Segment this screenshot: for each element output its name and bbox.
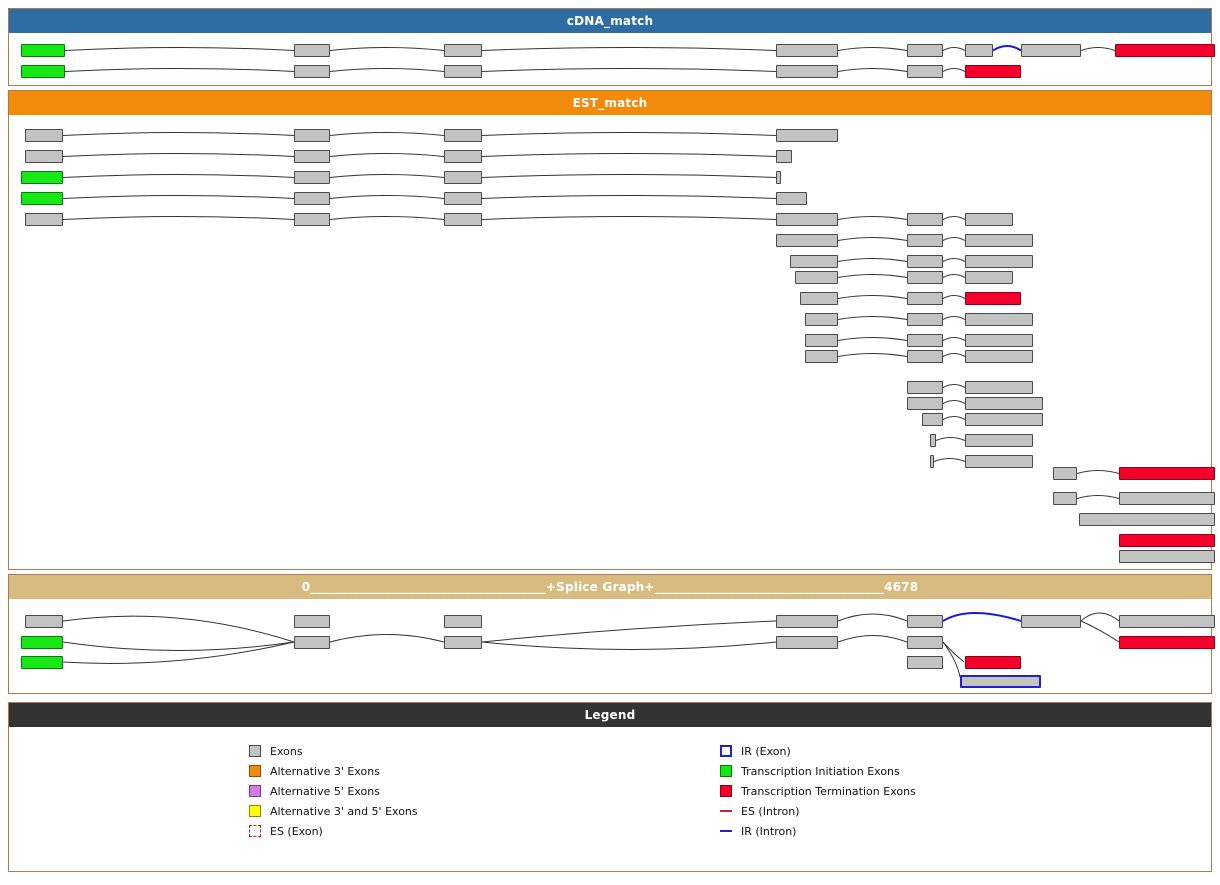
- legend-item-termination: [720, 781, 1211, 801]
- legend-label: IR (Exon): [741, 744, 791, 758]
- exon[interactable]: [776, 234, 838, 247]
- intron-line: [1081, 48, 1115, 51]
- legend-item-initiation: [720, 761, 1211, 781]
- exon[interactable]: [776, 615, 838, 628]
- intron-line: [482, 133, 776, 136]
- exon[interactable]: [965, 255, 1033, 268]
- exon[interactable]: [1079, 513, 1215, 526]
- exon[interactable]: [444, 192, 482, 205]
- est-match-header: EST_match: [9, 91, 1211, 115]
- exon[interactable]: [1053, 467, 1077, 480]
- intron-line: [943, 338, 965, 341]
- exon[interactable]: [444, 129, 482, 142]
- legend-header: Legend: [9, 703, 1211, 727]
- exon[interactable]: [776, 213, 838, 226]
- alt35-swatch-icon: [249, 805, 261, 817]
- intron-line: [482, 642, 776, 650]
- exon[interactable]: [907, 313, 943, 326]
- intron-line: [63, 217, 294, 220]
- est-match-panel: [8, 90, 1212, 570]
- legend-item-ir-exon: [720, 741, 1211, 761]
- intron-line: [482, 175, 776, 178]
- splice-track: [9, 599, 1211, 693]
- intron-line: [943, 401, 965, 404]
- intron-line: [330, 635, 444, 643]
- intron-line: [943, 417, 965, 420]
- intron-line: [936, 438, 965, 441]
- exon[interactable]: [907, 381, 943, 394]
- intron-line: [482, 217, 776, 220]
- exon[interactable]: [907, 271, 943, 284]
- exon[interactable]: [965, 44, 993, 57]
- intron-line: [63, 616, 294, 642]
- legend-panel: [8, 702, 1212, 872]
- intron-line: [943, 48, 965, 51]
- exon[interactable]: [294, 636, 330, 649]
- intron-line: [482, 48, 776, 51]
- exon[interactable]: [930, 455, 934, 468]
- alt3-swatch-icon: [249, 765, 261, 777]
- exon[interactable]: [294, 615, 330, 628]
- exon[interactable]: [776, 65, 838, 78]
- exon[interactable]: [294, 171, 330, 184]
- exon[interactable]: [25, 129, 63, 142]
- exon[interactable]: [805, 350, 838, 363]
- intron-line: [63, 642, 294, 663]
- intron-line: [1077, 496, 1119, 499]
- intron-line: [63, 133, 294, 136]
- exon[interactable]: [965, 271, 1013, 284]
- exon[interactable]: [25, 150, 63, 163]
- intron-line: [943, 642, 960, 677]
- exon[interactable]: [907, 213, 943, 226]
- exon[interactable]: [800, 292, 838, 305]
- exon[interactable]: [907, 65, 943, 78]
- legend-label: Alternative 5' Exons: [270, 784, 380, 798]
- exon[interactable]: [776, 636, 838, 649]
- legend-label: ES (Intron): [741, 804, 800, 818]
- exon[interactable]: [1021, 44, 1081, 57]
- intron-line: [1081, 621, 1119, 642]
- exon[interactable]: [444, 150, 482, 163]
- ir-intron-swatch-icon: [720, 825, 732, 837]
- exon[interactable]: [907, 350, 943, 363]
- legend-item-alt3: [249, 761, 610, 781]
- intron-line: [838, 217, 907, 220]
- termination-exon[interactable]: [1115, 44, 1215, 57]
- intron-line: [838, 636, 907, 643]
- exon[interactable]: [907, 656, 943, 669]
- legend-column-right: [610, 741, 1211, 841]
- exon[interactable]: [805, 313, 838, 326]
- exon[interactable]: [776, 171, 781, 184]
- exon[interactable]: [907, 615, 943, 628]
- alt5-swatch-icon: [249, 785, 261, 797]
- exon[interactable]: [444, 636, 482, 649]
- splice-graph-scale: 0______________________________________+Splice Graph+_____________________________________4678: [301, 580, 919, 594]
- exon[interactable]: [444, 615, 482, 628]
- legend-item-exons: [249, 741, 610, 761]
- intron-line: [943, 238, 965, 241]
- intron-line: [482, 196, 776, 199]
- legend-label: ES (Exon): [270, 824, 323, 838]
- intron-line: [838, 238, 907, 241]
- exon[interactable]: [907, 636, 943, 649]
- intron-line: [838, 354, 907, 357]
- exon[interactable]: [776, 192, 807, 205]
- intron-line: [943, 217, 965, 220]
- legend-item-alt35: [249, 801, 610, 821]
- ir-exon-swatch-icon: [720, 745, 732, 757]
- intron-line: [482, 154, 776, 157]
- exon[interactable]: [907, 397, 943, 410]
- exon[interactable]: [907, 234, 943, 247]
- intron-line: [838, 69, 907, 72]
- intron-line: [838, 296, 907, 299]
- legend-item-es-exon: [249, 821, 610, 841]
- intron-line: [993, 46, 1021, 51]
- intron-line: [1077, 471, 1119, 474]
- splice-graph-header: [9, 575, 1211, 599]
- termination-exon[interactable]: [965, 65, 1021, 78]
- exon[interactable]: [1053, 492, 1077, 505]
- intron-line: [943, 275, 965, 278]
- initiation-exon[interactable]: [21, 192, 63, 205]
- intron-line: [838, 259, 907, 262]
- initiation-exon[interactable]: [21, 44, 65, 57]
- intron-line: [943, 354, 965, 357]
- exon[interactable]: [805, 334, 838, 347]
- exon[interactable]: [965, 313, 1033, 326]
- legend-column-left: [9, 741, 610, 841]
- exon[interactable]: [776, 44, 838, 57]
- intron-line: [330, 48, 444, 51]
- intron-line: [330, 196, 444, 199]
- termination-swatch-icon: [720, 785, 732, 797]
- intron-line: [943, 69, 965, 72]
- intron-line: [943, 613, 1021, 621]
- intron-line: [943, 259, 965, 262]
- initiation-exon[interactable]: [21, 65, 65, 78]
- exon[interactable]: [965, 434, 1033, 447]
- termination-exon[interactable]: [965, 292, 1021, 305]
- initiation-exon[interactable]: [21, 656, 63, 669]
- exon[interactable]: [444, 171, 482, 184]
- exon[interactable]: [907, 44, 943, 57]
- exon[interactable]: [25, 615, 63, 628]
- intron-line: [838, 275, 907, 278]
- cdna-match-header: cDNA_match: [9, 9, 1211, 33]
- legend-label: IR (Intron): [741, 824, 797, 838]
- intron-line: [65, 69, 294, 72]
- intron-line: [330, 133, 444, 136]
- exon[interactable]: [444, 65, 482, 78]
- exon[interactable]: [1119, 550, 1215, 563]
- intron-line: [482, 69, 776, 72]
- splice-graph-panel: [8, 574, 1212, 694]
- intron-line: [330, 217, 444, 220]
- intron-line: [330, 154, 444, 157]
- intron-line: [63, 196, 294, 199]
- intron-line: [330, 69, 444, 72]
- exon[interactable]: [795, 271, 838, 284]
- termination-exon[interactable]: [1119, 467, 1215, 480]
- intron-line: [838, 338, 907, 341]
- intron-line: [482, 621, 776, 642]
- termination-exon[interactable]: [965, 656, 1021, 669]
- exon[interactable]: [1119, 492, 1215, 505]
- legend-label: Alternative 3' and 5' Exons: [270, 804, 418, 818]
- exon[interactable]: [294, 150, 330, 163]
- cdna-match-panel: [8, 8, 1212, 86]
- exon[interactable]: [776, 129, 838, 142]
- est-track: [9, 115, 1211, 569]
- initiation-exon[interactable]: [21, 636, 63, 649]
- exon[interactable]: [294, 192, 330, 205]
- exon[interactable]: [965, 334, 1033, 347]
- exon[interactable]: [444, 213, 482, 226]
- intron-line: [330, 175, 444, 178]
- intron-line: [943, 296, 965, 299]
- exon[interactable]: [294, 213, 330, 226]
- exon[interactable]: [444, 44, 482, 57]
- intron-line: [934, 459, 965, 462]
- exon[interactable]: [930, 434, 936, 447]
- legend-label: Transcription Initiation Exons: [741, 764, 900, 778]
- exon[interactable]: [922, 413, 943, 426]
- initiation-exon[interactable]: [21, 171, 63, 184]
- exon[interactable]: [965, 381, 1033, 394]
- exon[interactable]: [1021, 615, 1081, 628]
- exon[interactable]: [907, 292, 943, 305]
- ir-exon[interactable]: [960, 675, 1041, 688]
- es-exon-swatch-icon: [249, 825, 261, 837]
- intron-line: [943, 317, 965, 320]
- intron-line: [1081, 613, 1119, 621]
- exon[interactable]: [294, 65, 330, 78]
- legend-label: Exons: [270, 744, 303, 758]
- exon[interactable]: [25, 213, 63, 226]
- es-intron-swatch-icon: [720, 805, 732, 817]
- exon[interactable]: [776, 150, 792, 163]
- legend-item-alt5: [249, 781, 610, 801]
- exon[interactable]: [965, 350, 1033, 363]
- exon[interactable]: [907, 255, 943, 268]
- initiation-swatch-icon: [720, 765, 732, 777]
- termination-exon[interactable]: [1119, 534, 1215, 547]
- exon[interactable]: [965, 455, 1033, 468]
- legend-label: Transcription Termination Exons: [741, 784, 916, 798]
- legend-item-ir-intron: [720, 821, 1211, 841]
- exon[interactable]: [1119, 615, 1215, 628]
- termination-exon[interactable]: [1119, 636, 1215, 649]
- legend-item-es-intron: [720, 801, 1211, 821]
- exon[interactable]: [965, 397, 1043, 410]
- exon[interactable]: [294, 44, 330, 57]
- intron-line: [65, 48, 294, 51]
- intron-line: [838, 614, 907, 621]
- legend-label: Alternative 3' Exons: [270, 764, 380, 778]
- exon[interactable]: [965, 413, 1043, 426]
- exon[interactable]: [907, 334, 943, 347]
- intron-line: [838, 317, 907, 320]
- intron-line: [63, 154, 294, 157]
- intron-line: [63, 175, 294, 178]
- exon-swatch-icon: [249, 745, 261, 757]
- exon[interactable]: [965, 213, 1013, 226]
- exon[interactable]: [790, 255, 838, 268]
- intron-line: [943, 385, 965, 388]
- exon[interactable]: [294, 129, 330, 142]
- cdna-track: [9, 33, 1211, 85]
- intron-line: [838, 48, 907, 51]
- legend-body: [9, 727, 1211, 851]
- exon[interactable]: [965, 234, 1033, 247]
